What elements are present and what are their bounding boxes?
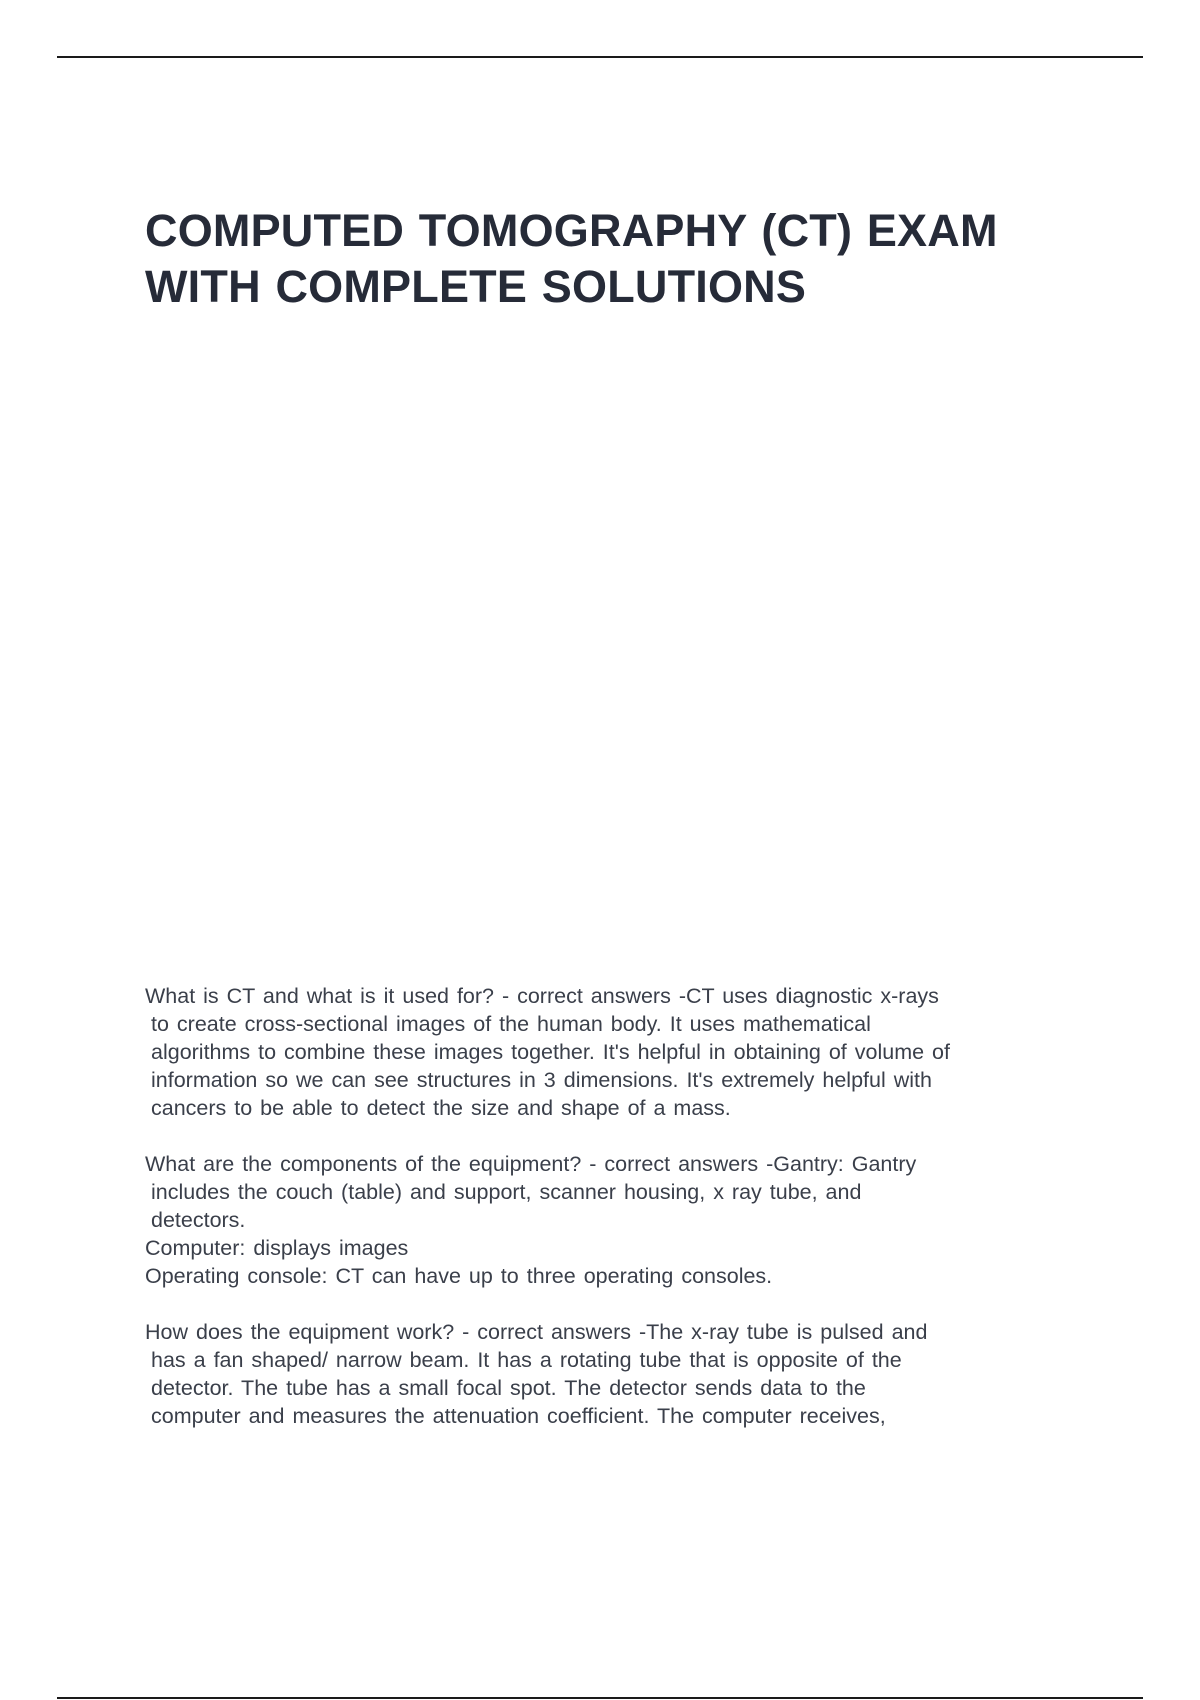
text-line: What are the components of the equipment? - correct answers -Gantry: Gantry	[145, 1152, 917, 1176]
text-line: detectors.	[151, 1208, 246, 1232]
title-line: COMPUTED TOMOGRAPHY (CT) EXAM	[145, 205, 998, 256]
document-title	[145, 203, 1105, 315]
text-line: computer and measures the attenuation coefficient. The computer receives,	[151, 1404, 886, 1428]
text-line: algorithms to combine these images together. It's helpful in obtaining of volume of	[151, 1040, 950, 1064]
document-body	[145, 982, 1080, 1458]
title-line: WITH COMPLETE SOLUTIONS	[145, 261, 807, 312]
text-line: Computer: displays images	[145, 1236, 409, 1260]
text-line: How does the equipment work? - correct answers -The x-ray tube is pulsed and	[145, 1320, 928, 1344]
text-line: What is CT and what is it used for? - correct answers -CT uses diagnostic x-rays	[145, 984, 939, 1008]
footer-rule	[57, 1697, 1143, 1699]
qa-block	[145, 1150, 1080, 1290]
text-line: Operating console: CT can have up to three operating consoles.	[145, 1264, 773, 1288]
text-line: cancers to be able to detect the size and shape of a mass.	[151, 1096, 731, 1120]
text-line: information so we can see structures in 3 dimensions. It's extremely helpful with	[151, 1068, 932, 1092]
header-rule	[57, 56, 1143, 58]
qa-block	[145, 1318, 1080, 1430]
qa-block	[145, 982, 1080, 1122]
text-line: has a fan shaped/ narrow beam. It has a rotating tube that is opposite of the	[151, 1348, 902, 1372]
text-line: includes the couch (table) and support, scanner housing, x ray tube, and	[151, 1180, 862, 1204]
text-line: to create cross-sectional images of the human body. It uses mathematical	[151, 1012, 871, 1036]
text-line: detector. The tube has a small focal spot. The detector sends data to the	[151, 1376, 866, 1400]
